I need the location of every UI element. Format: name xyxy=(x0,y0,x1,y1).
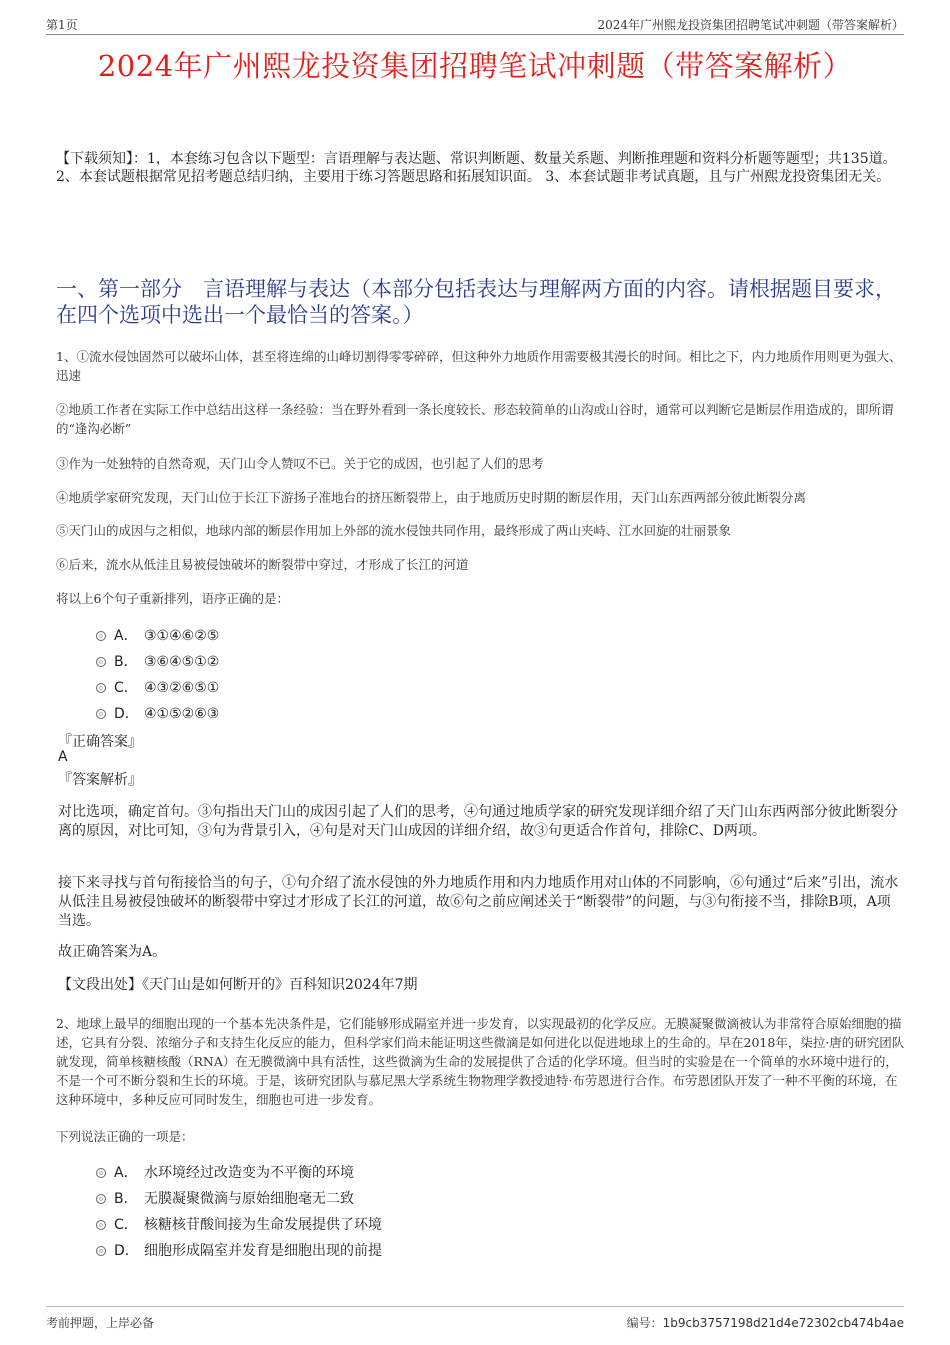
analysis-paragraph-2: 接下来寻找与首句衔接恰当的句子，①句介绍了流水侵蚀的外力地质作用和内力地质作用对山体的不同影响，⑥句通过“后来”引出，流水从低洼且易被侵蚀破坏的断裂带中穿过才形成了长江的河道，故⑥句之前应阐述关于“断裂带”的问题，与③句衔接不当，排除B项，A项当选。 xyxy=(58,875,899,929)
document-title: 2024年广州熙龙投资集团招聘笔试冲刺题（带答案解析） xyxy=(97,49,853,83)
text-source: 【文段出处】《天门山是如何断开的》百科知识2024年7期 xyxy=(58,977,418,993)
radio-icon[interactable] xyxy=(96,683,106,693)
q2-prompt: 下列说法正确的一项是： xyxy=(56,1129,194,1144)
footer-divider xyxy=(46,1306,904,1307)
q2-option-b[interactable]: B． 无膜凝聚微滴与原始细胞毫无二致 xyxy=(96,1188,354,1208)
analysis-paragraph-1: 对比选项，确定首句。③句指出天门山的成因引起了人们的思考，④句通过地质学家的研究发现详细介绍了天门山东西两部分彼此断裂分离的原因，对比可知，③句为背景引入，④句是对天门山成因的详细介绍，故③句更适合作首句，排除C、D两项。 xyxy=(58,804,898,839)
q1-option-d[interactable]: D． ④①⑤②⑥③ xyxy=(96,703,219,723)
radio-icon[interactable] xyxy=(96,709,106,719)
q1-sentence-6: ⑥后来，流水从低洼且易被侵蚀破坏的断裂带中穿过，才形成了长江的河道 xyxy=(56,557,469,572)
analysis-label: 『答案解析』 xyxy=(58,772,142,788)
analysis-conclusion: 故正确答案为A。 xyxy=(58,944,167,960)
q1-option-c[interactable]: C． ④③②⑥⑤① xyxy=(96,677,219,697)
q1-prompt: 将以上6个句子重新排列，语序正确的是： xyxy=(56,591,289,606)
q1-sentence-1: 1、①流水侵蚀固然可以破坏山体，甚至将连绵的山峰切割得零零碎碎，但这种外力地质作用需要极其漫长的时间。相比之下，内力地质作用则更为强大、迅速 xyxy=(56,349,902,383)
q2-option-c[interactable]: C． 核糖核苷酸间接为生命发展提供了环境 xyxy=(96,1214,382,1234)
footer-slogan: 考前押题，上岸必备 xyxy=(46,1316,155,1330)
q2-option-a[interactable]: A． 水环境经过改造变为不平衡的环境 xyxy=(96,1162,354,1182)
q1-option-b[interactable]: B． ③⑥④⑤①② xyxy=(96,651,219,671)
radio-icon[interactable] xyxy=(96,657,106,667)
footer-code-label: 编号： xyxy=(626,1316,663,1330)
q2-option-d[interactable]: D． 细胞形成隔室并发育是细胞出现的前提 xyxy=(96,1240,382,1260)
q2-stem: 2、地球上最早的细胞出现的一个基本先决条件是，它们能够形成隔室并进一步发育，以实现最初的化学反应。无膜凝聚微滴被认为非常符合原始细胞的描述，它具有分裂、浓缩分子和支持生化反应的能力，但科学家们尚未能证明这些微滴是如何进化以促进地球上的生命的。早在2018年，柒拉·唐的研究团队就发现，简单核糖核酸（RNA）在无膜微滴中具有活性，这些微滴为生命的发展提供了合适的化学环境。但当时的实验是在一个简单的水环境中进行的，不是一个可不断分裂和生长的环境。于是，该研究团队与慕尼黑大学系统生物物理学教授迪特·布劳恩进行合作。布劳恩团队开发了一种不平衡的环境，在这种环境中，多种反应可同时发生，细胞也可进一步发育。 xyxy=(56,1016,905,1107)
answer-label: 『正确答案』 xyxy=(58,734,142,750)
running-header-title: 2024年广州熙龙投资集团招聘笔试冲刺题（带答案解析） xyxy=(597,18,904,32)
header-divider xyxy=(46,34,904,35)
section-heading: 一、第一部分 言语理解与表达（本部分包括表达与理解两方面的内容。请根据题目要求，在四个选项中选出一个最恰当的答案。） xyxy=(56,277,896,327)
footer-code-value: 1b9cb3757198d21d4e72302cb474b4ae xyxy=(662,1316,904,1330)
radio-icon[interactable] xyxy=(96,631,106,641)
radio-icon[interactable] xyxy=(96,1194,106,1204)
radio-icon[interactable] xyxy=(96,1220,106,1230)
radio-icon[interactable] xyxy=(96,1168,106,1178)
answer-value: A xyxy=(58,749,68,765)
q1-sentence-3: ③作为一处独特的自然奇观，天门山令人赞叹不已。关于它的成因，也引起了人们的思考 xyxy=(56,456,544,471)
radio-icon[interactable] xyxy=(96,1246,106,1256)
q1-sentence-5: ⑤天门山的成因与之相似，地球内部的断层作用加上外部的流水侵蚀共同作用，最终形成了两山夹峙、江水回旋的壮丽景象 xyxy=(56,523,732,538)
q1-sentence-4: ④地质学家研究发现，天门山位于长江下游扬子准地台的挤压断裂带上，由于地质历史时期的断层作用，天门山东西两部分彼此断裂分离 xyxy=(56,490,807,505)
q1-option-a[interactable]: A． ③①④⑥②⑤ xyxy=(96,625,219,645)
download-notice: 【下载须知】：1，本套练习包含以下题型：言语理解与表达题、常识判断题、数量关系题、判断推理题和资料分析题等题型；共135道。 2、本套试题根据常见招考题总结归纳，主要用于练习答题思路和拓展知识面。 3、本套试题非考试真题，且与广州熙龙投资集团无关。 xyxy=(56,151,897,185)
page-number: 第1页 xyxy=(46,18,78,32)
footer-code xyxy=(627,1314,904,1331)
q1-sentence-2: ②地质工作者在实际工作中总结出这样一条经验：当在野外看到一条长度较长、形态较简单的山沟或山谷时，通常可以判断它是断层作用造成的，即所谓的“逢沟必断” xyxy=(56,402,894,436)
